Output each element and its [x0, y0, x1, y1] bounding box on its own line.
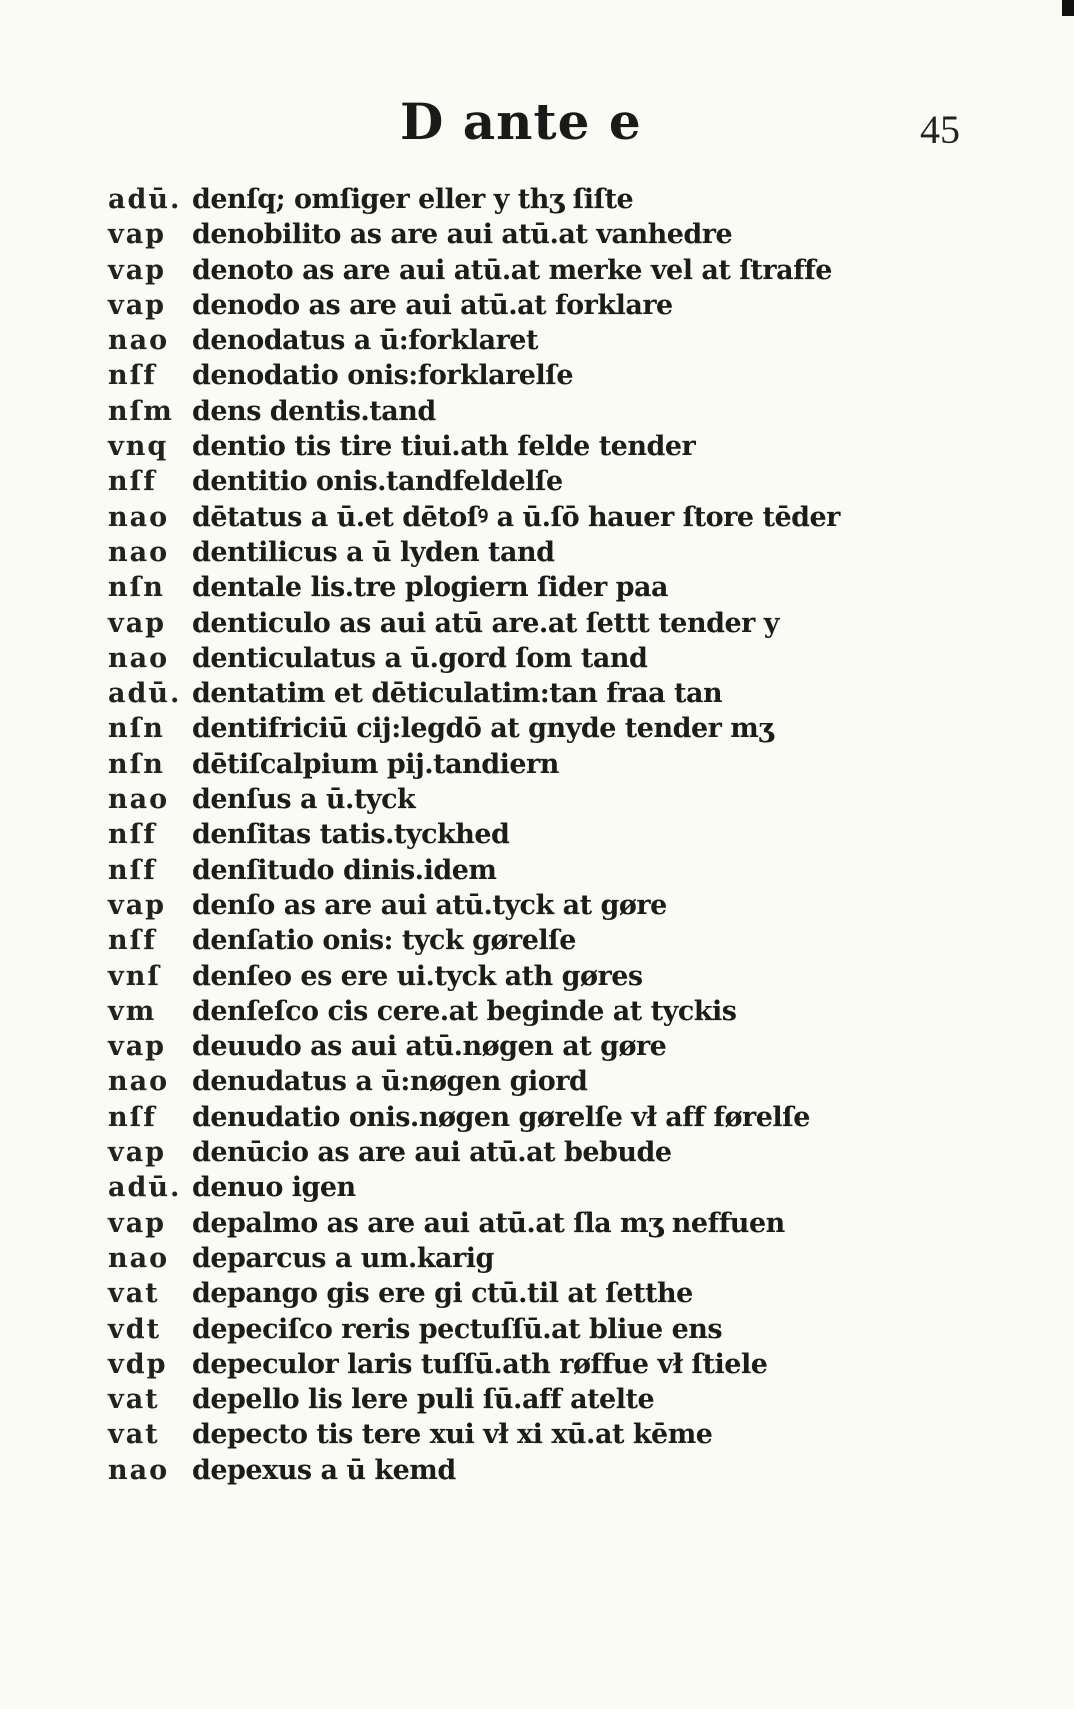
entry-text: depalmo as are aui atū.at ſla mʒ neffuen — [192, 1207, 785, 1239]
grammar-code: nao — [108, 1454, 170, 1486]
glossary-entry — [108, 288, 968, 323]
grammar-code: nao — [108, 1242, 170, 1274]
grammar-code: nao — [108, 501, 170, 533]
glossary-entry — [108, 782, 968, 817]
entry-text: dētatus a ū.et dētoſꝰ a ū.ſō hauer ſtore tēder — [192, 501, 840, 533]
glossary-entry — [108, 676, 968, 711]
glossary-entry — [108, 1382, 968, 1417]
entry-text: denobilito as are aui atū.at vanhedre — [192, 219, 733, 251]
grammar-code: vnq — [108, 431, 169, 463]
entry-text: dentifriciū cij:legdō at gnyde tender mʒ — [192, 713, 774, 745]
grammar-code: nao — [108, 1066, 170, 1098]
grammar-code: nſf — [108, 925, 157, 957]
entry-text: dentatim et dēticulatim:tan fraa tan — [192, 678, 723, 710]
grammar-code: vnſ — [108, 960, 161, 992]
entry-text: depango gis ere gi ctū.til at ſetthe — [192, 1278, 693, 1310]
entry-text: denſitudo dinis.idem — [192, 854, 497, 886]
entry-text: depeculor laris tuſſū.ath røffue vł ſtiele — [192, 1348, 768, 1380]
glossary-entry — [108, 1453, 968, 1488]
glossary-entry — [108, 888, 968, 923]
glossary-entry — [108, 429, 968, 464]
glossary-entry — [108, 1347, 968, 1382]
entry-text: depeciſco reris pectuſſū.at bliue ens — [192, 1313, 723, 1345]
entry-text: denſo as are aui atū.tyck at gøre — [192, 889, 667, 921]
entry-text: denſeo es ere ui.tyck ath gøres — [192, 960, 643, 992]
scan-edge-mark — [1062, 0, 1074, 16]
grammar-code: nao — [108, 784, 170, 816]
running-head: D ante e — [400, 92, 642, 151]
page-header — [0, 92, 1074, 162]
glossary-entry — [108, 923, 968, 958]
grammar-code: vdp — [108, 1348, 168, 1380]
grammar-code: nſf — [108, 466, 157, 498]
grammar-code: vap — [108, 1207, 167, 1239]
glossary-entry — [108, 1276, 968, 1311]
entry-text: depecto tis tere xui vł xi xū.at kēme — [192, 1419, 713, 1451]
glossary-entry — [108, 394, 968, 429]
grammar-code: vm — [108, 995, 157, 1027]
grammar-code: vap — [108, 289, 167, 321]
glossary-entry — [108, 464, 968, 499]
entry-text: dentale lis.tre plogiern ſider paa — [192, 572, 669, 604]
glossary-entry — [108, 1029, 968, 1064]
entry-text: deuudo as aui atū.nøgen at gøre — [192, 1031, 667, 1063]
entry-text: denſitas tatis.tyckhed — [192, 819, 510, 851]
entry-text: denticulo as aui atū are.at ſettt tender y — [192, 607, 779, 639]
glossary-entry — [108, 500, 968, 535]
glossary-entry — [108, 358, 968, 393]
glossary-entry — [108, 606, 968, 641]
glossary-entry — [108, 1417, 968, 1452]
grammar-code: nſf — [108, 1101, 157, 1133]
grammar-code: vap — [108, 1137, 167, 1169]
page-number: 45 — [920, 107, 960, 152]
glossary-entry — [108, 1241, 968, 1276]
glossary-entry — [108, 182, 968, 217]
grammar-code: nſn — [108, 572, 165, 604]
grammar-code: nſf — [108, 854, 157, 886]
entry-text: dētiſcalpium pij.tandiern — [192, 748, 559, 780]
grammar-code: nſn — [108, 748, 165, 780]
entry-text: denuo igen — [192, 1172, 356, 1204]
entry-text: depexus a ū kemd — [192, 1454, 456, 1486]
entry-text: dentio tis tire tiui.ath felde tender — [192, 431, 696, 463]
entry-text: denticulatus a ū.gord ſom tand — [192, 642, 648, 674]
glossary-entry — [108, 535, 968, 570]
grammar-code: nſf — [108, 819, 157, 851]
grammar-code: adū. — [108, 1172, 182, 1204]
glossary-entry — [108, 1100, 968, 1135]
glossary-entry — [108, 1206, 968, 1241]
glossary-entry — [108, 817, 968, 852]
glossary-entry — [108, 323, 968, 358]
glossary-entry — [108, 253, 968, 288]
grammar-code: vat — [108, 1419, 160, 1451]
glossary-entry — [108, 1135, 968, 1170]
grammar-code: vap — [108, 254, 167, 286]
grammar-code: vap — [108, 219, 167, 251]
glossary-entry — [108, 1064, 968, 1099]
grammar-code: vap — [108, 889, 167, 921]
glossary-entry — [108, 217, 968, 252]
entry-text: dentitio onis.tandfeldelſe — [192, 466, 563, 498]
entry-text: denſeſco cis cere.at beginde at tyckis — [192, 995, 737, 1027]
glossary-entry — [108, 570, 968, 605]
entry-text: denudatio onis.nøgen gørelſe vł aff førelſe — [192, 1101, 810, 1133]
grammar-code: vap — [108, 1031, 167, 1063]
glossary-entry — [108, 1312, 968, 1347]
glossary-entry — [108, 747, 968, 782]
entry-text: denoto as are aui atū.at merke vel at ſtraffe — [192, 254, 832, 286]
entry-text: denſq; omſiger eller y thʒ ſiſte — [192, 184, 634, 215]
entry-text: denodatio onis:forklarelſe — [192, 360, 574, 392]
glossary-entry — [108, 959, 968, 994]
grammar-code: nao — [108, 536, 170, 568]
entry-text: denodo as are aui atū.at forklare — [192, 289, 673, 321]
entry-text: depello lis lere puli ſū.aff atelte — [192, 1384, 655, 1416]
grammar-code: nao — [108, 642, 170, 674]
grammar-code: nſn — [108, 713, 165, 745]
glossary-entry — [108, 641, 968, 676]
entry-text: dens dentis.tand — [192, 395, 436, 427]
entry-text: denodatus a ū:forklaret — [192, 325, 538, 357]
grammar-code: vat — [108, 1278, 160, 1310]
grammar-code: vat — [108, 1384, 160, 1416]
grammar-code: vap — [108, 607, 167, 639]
grammar-code: nſm — [108, 395, 174, 427]
entry-text: deparcus a um.karig — [192, 1242, 494, 1274]
entry-text: denudatus a ū:nøgen giord — [192, 1066, 588, 1098]
glossary-entry — [108, 1170, 968, 1205]
grammar-code: vdt — [108, 1313, 162, 1345]
glossary-entry — [108, 853, 968, 888]
glossary-entry — [108, 994, 968, 1029]
grammar-code: adū. — [108, 184, 182, 215]
entry-text: dentilicus a ū lyden tand — [192, 536, 555, 568]
entry-text: denūcio as are aui atū.at bebude — [192, 1137, 672, 1169]
entry-text: denſus a ū.tyck — [192, 784, 416, 816]
grammar-code: nſf — [108, 360, 157, 392]
grammar-code: nao — [108, 325, 170, 357]
glossary-entry-list — [108, 182, 968, 1488]
entry-text: denſatio onis: tyck gørelſe — [192, 925, 576, 957]
glossary-entry — [108, 711, 968, 746]
grammar-code: adū. — [108, 678, 182, 710]
